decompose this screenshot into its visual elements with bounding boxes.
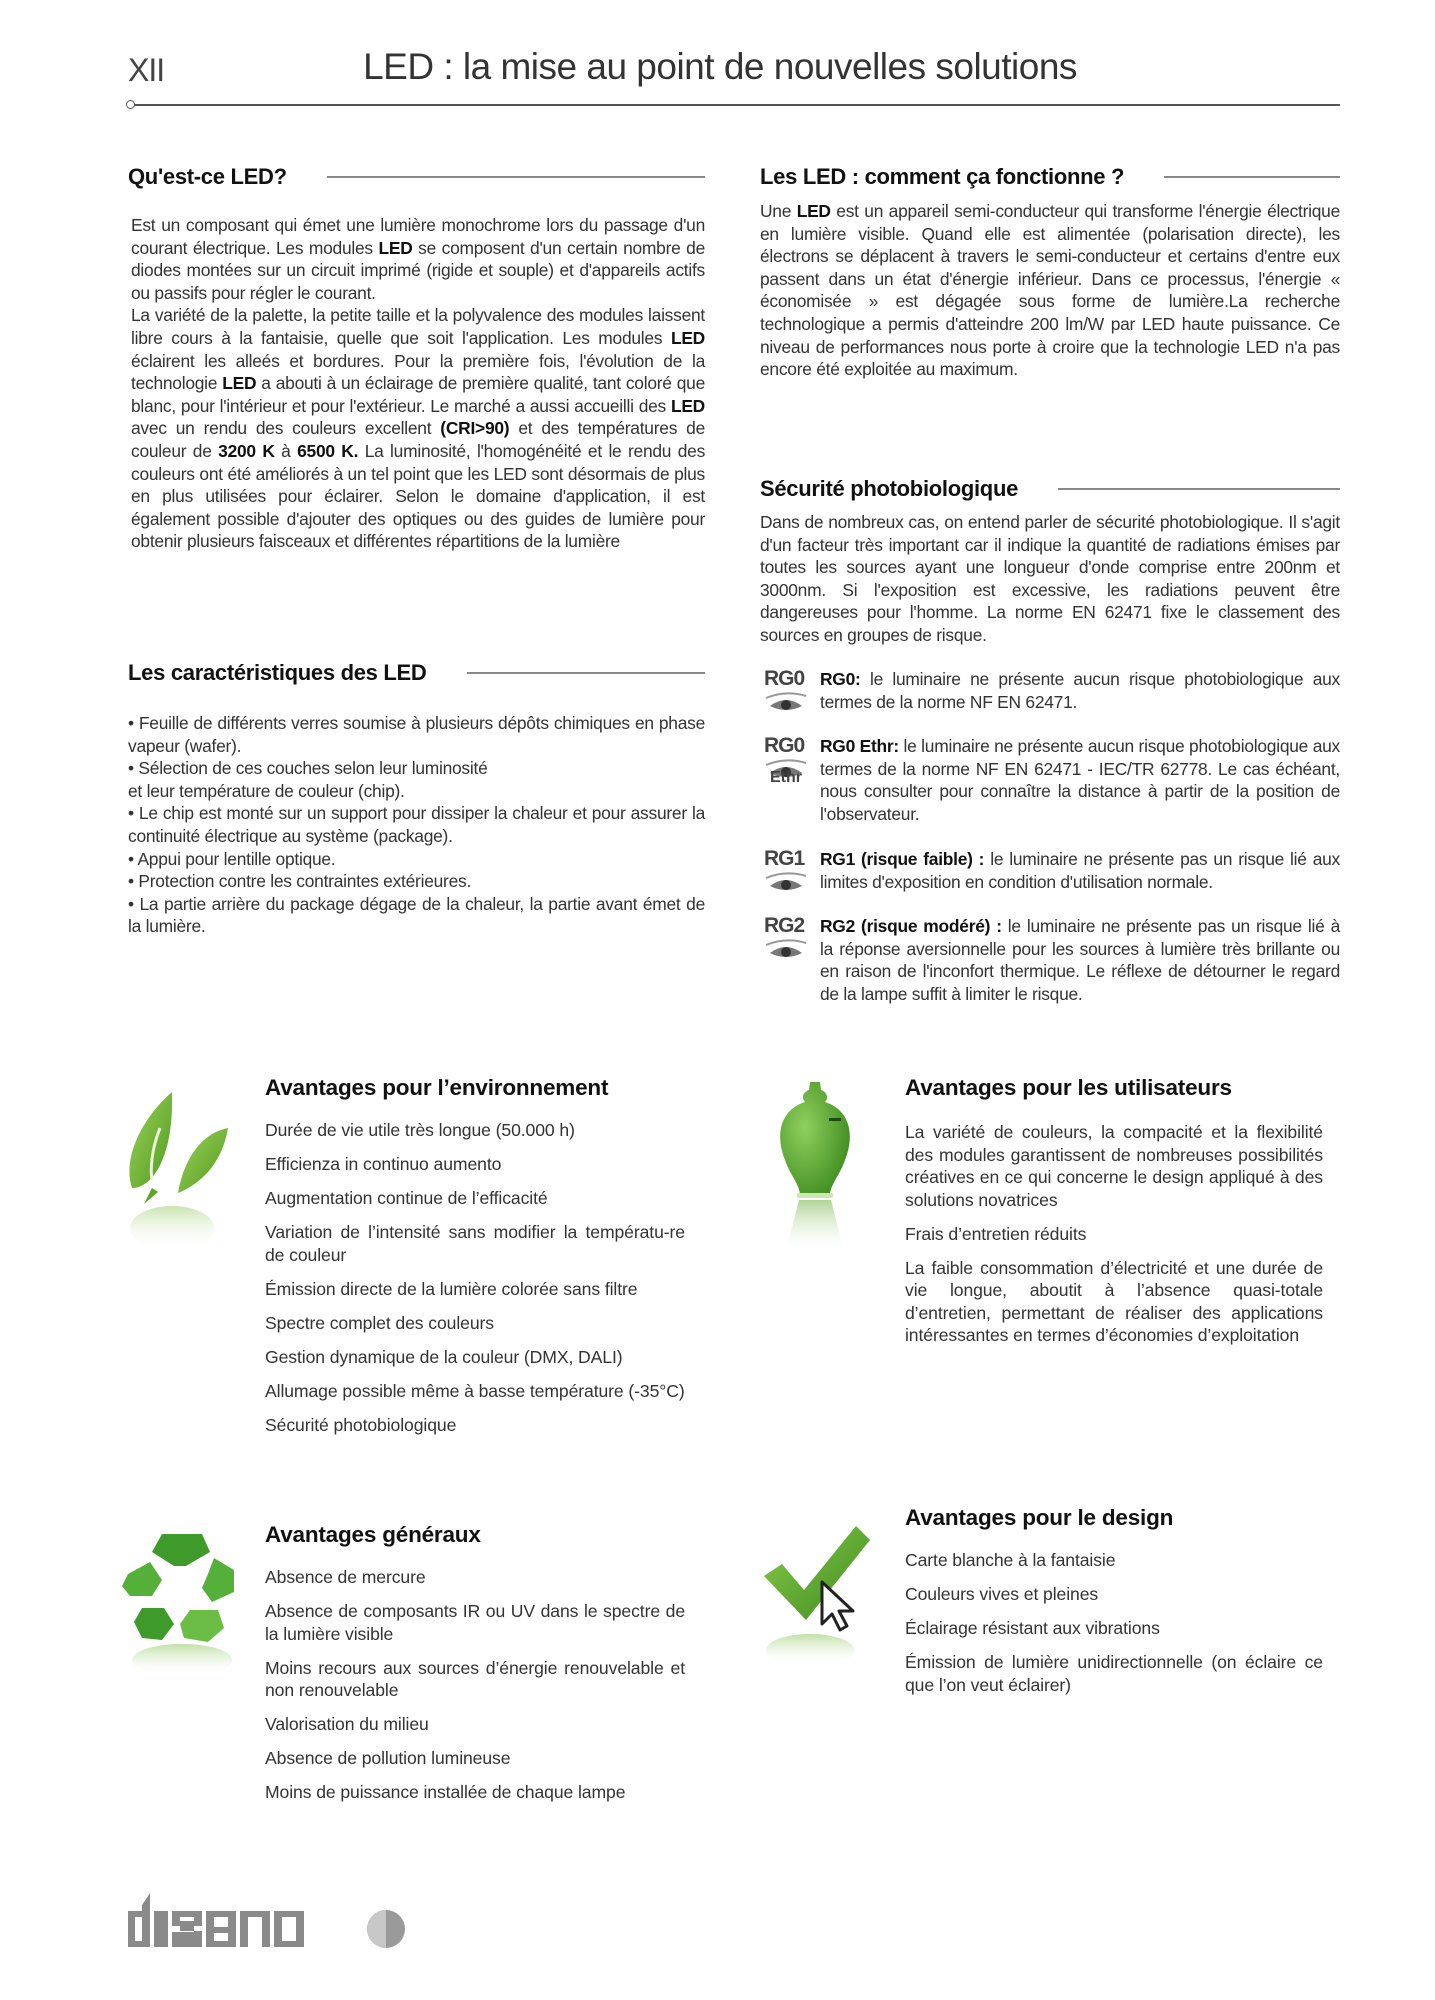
heading-rule bbox=[1058, 488, 1340, 490]
section-body bbox=[128, 214, 705, 553]
risk-group-eye-icon bbox=[764, 848, 820, 894]
advantage-item: Absence de pollution lumineuse bbox=[265, 1748, 511, 1768]
text-run: Une bbox=[760, 201, 797, 221]
risk-group-label: RG1 (risque faible) : bbox=[820, 849, 985, 869]
risk-group-rg2 bbox=[764, 915, 1340, 1005]
text-run: est un appareil semi-conducteur qui transforme l'énergie électrique en lumière visible. Quand elle est alimentée (polarisation directe), les électrons se déplacent à travers le semi-conducteur et certains d'entre eux passent dans un état d'énergie inférieur. Dans ce processus, l'énergie « économisée » est dégagée sous forme de lumière.La recherche technologique a permis d'atteindre 200 lm/W par LED haute puissance. Ce niveau de performances nous porte à croire que la technologie LED n'a pas encore été exploitée au maximum. bbox=[760, 201, 1340, 380]
heading-text: Les caractéristiques des LED bbox=[128, 660, 427, 685]
advantage-item: Éclairage résistant aux vibrations bbox=[905, 1618, 1160, 1638]
environment-advantages bbox=[265, 1075, 685, 1448]
characteristic-item: • Feuille de différents verres soumise à plusieurs dépôts chimiques en phase vapeur (wafer). bbox=[128, 713, 705, 756]
advantage-item: Sécurité photobiologique bbox=[265, 1414, 457, 1435]
bold-text: LED bbox=[222, 373, 257, 394]
advantage-item: Moins de puissance installée de chaque lampe bbox=[265, 1782, 626, 1802]
checkmark-cursor-icon bbox=[760, 1520, 880, 1680]
risk-group-label: RG0 Ethr: bbox=[820, 736, 899, 756]
heading-text: Les LED : comment ça fonctionne ? bbox=[760, 164, 1125, 189]
paragraph bbox=[760, 511, 1340, 647]
text-run: avec un rendu des couleurs excellent bbox=[131, 418, 441, 439]
section-what-is-led bbox=[128, 164, 705, 553]
risk-group-code: RG0 bbox=[764, 667, 805, 690]
section-body bbox=[760, 511, 1340, 647]
characteristic-item: • Le chip est monté sur un support pour dissiper la chaleur et pour assurer la continuité électrique au système (package). bbox=[128, 803, 705, 846]
general-advantages bbox=[265, 1522, 685, 1815]
paragraph bbox=[131, 304, 705, 553]
risk-group-rg0 bbox=[764, 668, 1340, 714]
advantage-item: Couleurs vives et pleines bbox=[905, 1584, 1099, 1604]
characteristic-item: • Appui pour lentille optique. bbox=[128, 848, 336, 869]
text-run: Est un composant qui émet une lumière monochrome lors du passage d'un courant électrique. Les modules bbox=[131, 215, 705, 258]
risk-group-label: RG0: bbox=[820, 669, 861, 689]
advantage-item: Absence de mercure bbox=[265, 1567, 426, 1587]
piggy-bank-icon bbox=[765, 1080, 865, 1260]
design-advantages bbox=[905, 1505, 1323, 1708]
risk-group-code: RG0 bbox=[764, 734, 805, 757]
advantage-item: Allumage possible même à basse température (-35°C) bbox=[265, 1380, 685, 1401]
heading-rule bbox=[467, 672, 705, 674]
heading-text: Qu'est-ce LED? bbox=[128, 164, 287, 189]
risk-group-code: RG1 bbox=[764, 847, 805, 870]
advantages-list bbox=[905, 1549, 1323, 1696]
section-photobiological-safety bbox=[760, 476, 1340, 647]
bold-text: 3200 K bbox=[218, 440, 275, 461]
characteristic-item: • Protection contre les contraintes extérieures. bbox=[128, 871, 472, 892]
advantage-item: Moins recours aux sources d’énergie renouvelable et non renouvelable bbox=[265, 1657, 685, 1700]
eye-icon bbox=[764, 872, 808, 894]
text-run: se composent d'un certain nombre de diodes montées sur un circuit imprimé (rigide et souple) et d'appareils actifs ou passifs pour régler le courant. bbox=[131, 237, 705, 303]
text-run: La variété de la palette, la petite taille et la polyvalence des modules laissent libre cours à la fantaisie, quelle que soit l'application. Les modules bbox=[131, 305, 705, 348]
disano-logo bbox=[128, 1893, 408, 1958]
advantage-item: Frais d’entretien réduits bbox=[905, 1223, 1087, 1244]
risk-group-description: le luminaire ne présente pas un risque lié à la réponse aversionnelle pour les sources à lumière très brillante ou en raison de l'inconfort thermique. Le réflexe de détourner le regard de la lampe suffit à limiter le risque. bbox=[820, 916, 1340, 1004]
risk-group-code: RG2 bbox=[764, 914, 805, 937]
section-characteristics bbox=[128, 660, 705, 938]
advantage-item: Gestion dynamique de la couleur (DMX, DALI) bbox=[265, 1346, 623, 1367]
advantages-list bbox=[265, 1566, 685, 1804]
bold-text: LED bbox=[670, 395, 705, 416]
risk-group-eye-icon bbox=[764, 915, 820, 1005]
paragraph bbox=[131, 214, 705, 304]
advantages-heading: Avantages généraux bbox=[265, 1522, 481, 1547]
text-run: et des températures de couleur de bbox=[131, 418, 705, 461]
user-advantages bbox=[905, 1075, 1323, 1358]
bold-text: LED bbox=[796, 201, 831, 221]
advantages-list bbox=[265, 1119, 685, 1436]
risk-group-description: le luminaire ne présente aucun risque photobiologique aux termes de la norme NF EN 62471 - IEC/TR 62778. Le cas échéant, nous consulter pour connaître la distance à partir de la position de l'observateur. bbox=[820, 736, 1340, 824]
header-divider-dot bbox=[126, 100, 135, 109]
advantage-item: La faible consommation d’électricité et une durée de vie longue, aboutit à l’absence quasi-totale d’entretien, permettant de réaliser des applications intéressantes en termes d’économies d’exploitation bbox=[905, 1257, 1323, 1345]
advantage-item: Valorisation du milieu bbox=[265, 1714, 429, 1734]
characteristic-item: • Sélection de ces couches selon leur luminosité et leur température de couleur (chip). bbox=[128, 758, 488, 801]
advantages-list bbox=[905, 1121, 1323, 1347]
leaf-icon bbox=[122, 1088, 232, 1268]
risk-group-sub: Ethr bbox=[770, 769, 802, 786]
advantage-item: Émission directe de la lumière colorée sans filtre bbox=[265, 1278, 638, 1299]
page-title: LED : la mise au point de nouvelles solutions bbox=[363, 46, 1077, 87]
text-run: a abouti à un éclairage de première qualité, tant coloré que blanc, pour l'intérieur et pour l'extérieur. Le marché a aussi accueilli des bbox=[131, 373, 705, 416]
bold-text: 6500 K. bbox=[297, 440, 359, 461]
section-heading bbox=[128, 660, 705, 686]
advantage-item: Émission de lumière unidirectionnelle (on éclaire ce que l’on veut éclairer) bbox=[905, 1652, 1323, 1695]
risk-group-eye-icon bbox=[764, 668, 820, 714]
header-divider bbox=[132, 104, 1340, 106]
page-number: XII bbox=[128, 52, 165, 88]
heading-rule bbox=[327, 176, 705, 178]
risk-group-label: RG2 (risque modéré) : bbox=[820, 916, 1002, 936]
risk-group-rg1 bbox=[764, 848, 1340, 894]
text-run: éclairent les alleés et bordures. Pour la première fois, l'évolution de la technologie bbox=[131, 350, 705, 394]
risk-group-description: le luminaire ne présente aucun risque photobiologique aux termes de la norme NF EN 62471. bbox=[820, 669, 1340, 712]
paragraph bbox=[760, 200, 1340, 381]
risk-group-description: le luminaire ne présente pas un risque lié aux limites d'exposition en condition d'utilisation normale. bbox=[820, 849, 1340, 892]
section-heading bbox=[760, 164, 1340, 190]
advantages-heading: Avantages pour les utilisateurs bbox=[905, 1075, 1232, 1100]
section-how-it-works bbox=[760, 164, 1340, 381]
bold-text: LED bbox=[378, 237, 413, 258]
heading-rule bbox=[1164, 176, 1340, 178]
advantages-heading: Avantages pour l’environnement bbox=[265, 1075, 609, 1100]
advantage-item: Augmentation continue de l’efficacité bbox=[265, 1188, 548, 1208]
section-heading bbox=[760, 476, 1340, 502]
risk-group-rg0-ethr bbox=[764, 735, 1340, 825]
text-run: La luminosité, l'homogénéité et le rendu des couleurs ont été améliorés à un tel point que les LED sont désormais de plus en plus utilisées pour éclairer. Selon le domaine d'application, il est également possible d'ajouter des optiques ou des guides de lumière pour obtenir plusieurs faisceaux et différentes répartitions de la lumière bbox=[131, 440, 706, 552]
section-body bbox=[760, 200, 1340, 381]
advantage-item: Spectre complet des couleurs bbox=[265, 1312, 494, 1333]
advantage-item: Carte blanche à la fantaisie bbox=[905, 1550, 1116, 1570]
advantage-item: Absence de composants IR ou UV dans le spectre de la lumière visible bbox=[265, 1601, 685, 1644]
characteristics-list bbox=[128, 712, 705, 938]
advantage-item: Durée de vie utile très longue (50.000 h) bbox=[265, 1120, 575, 1140]
advantage-item: La variété de couleurs, la compacité et la flexibilité des modules garantissent de nombreuses possibilités créatives en ce qui concerne le design appliqué à des solutions novatrices bbox=[905, 1122, 1323, 1210]
text-run: à bbox=[274, 440, 298, 461]
advantage-item: Efficienza in continuo aumento bbox=[265, 1154, 502, 1174]
eye-icon bbox=[764, 692, 808, 714]
bold-text: (CRI>90) bbox=[440, 418, 510, 439]
recycle-icon bbox=[122, 1530, 242, 1680]
advantages-heading: Avantages pour le design bbox=[905, 1505, 1174, 1530]
text-run: Dans de nombreux cas, on entend parler de sécurité photobiologique. Il s'agit d'un facteur très important car il indique la quantité de radiations émises par toutes les sources ayant une longueur d'onde comprise entre 200nm et 3000nm. Si l'exposition est excessive, les radiations peuvent être dangereuses pour l'homme. La norme EN 62471 fixe le classement des sources en groupes de risque. bbox=[760, 512, 1340, 645]
characteristic-item: • La partie arrière du package dégage de la chaleur, la partie avant émet de la lumière. bbox=[128, 893, 705, 937]
heading-text: Sécurité photobiologique bbox=[760, 476, 1019, 501]
eye-icon bbox=[764, 939, 808, 961]
advantage-item: Variation de l’intensité sans modifier la températu-re de couleur bbox=[265, 1222, 685, 1265]
risk-group-eye-icon bbox=[764, 735, 820, 825]
bold-text: LED bbox=[670, 327, 705, 348]
section-heading bbox=[128, 164, 705, 190]
